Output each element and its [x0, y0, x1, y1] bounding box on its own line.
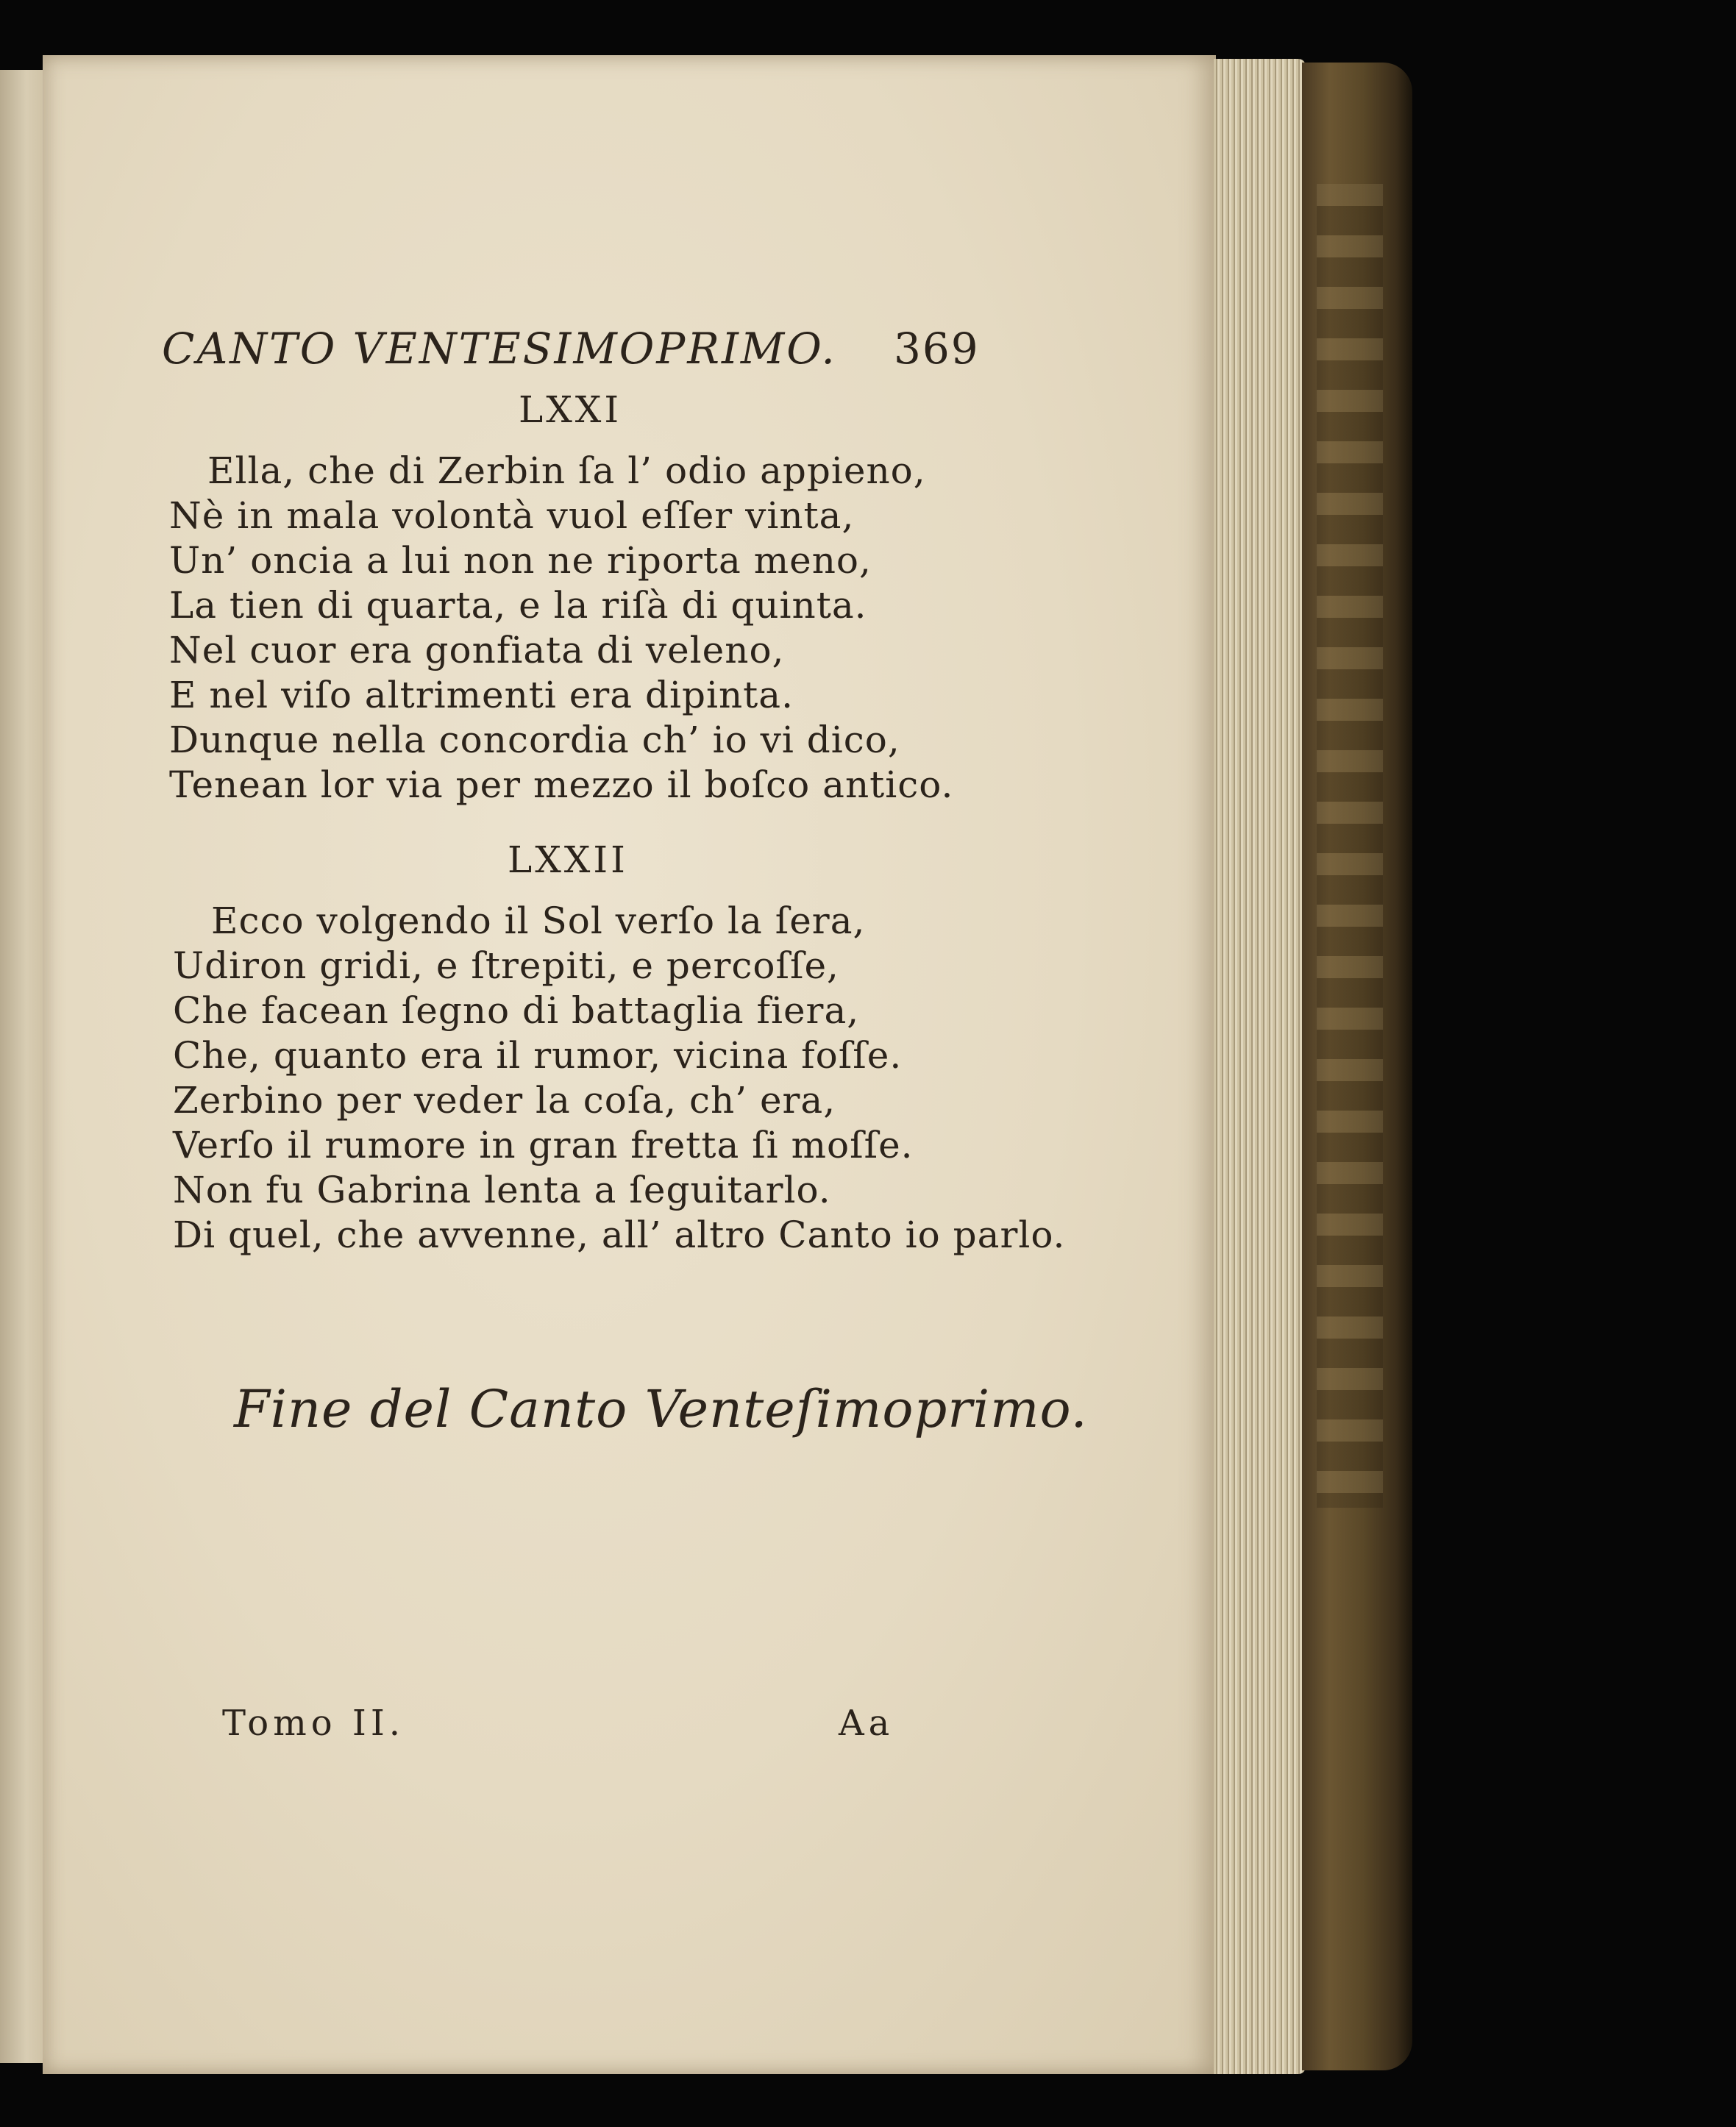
verse-line: Zerbino per veder la coſa, ch’ era, [173, 1079, 836, 1122]
gathering-mark: Aa [839, 1703, 894, 1744]
page-number: 369 [894, 324, 980, 374]
verse-line: Che, quanto era il rumor, vicina foſſe. [173, 1034, 903, 1077]
verse-line: Tenean lor via per mezzo il boſco antico. [169, 763, 954, 806]
verse-line: Nel cuor era gonfiata di veleno, [169, 629, 785, 671]
stanza-lxxi [169, 449, 953, 808]
canto-end-note: Fine del Canto Venteſimoprimo. [234, 1379, 1088, 1439]
verse-line: Che facean ſegno di battaglia fiera, [173, 989, 860, 1032]
verse-line: Ecco volgendo il Sol verſo la ſera, [211, 899, 866, 942]
stanza-number: LXXI [519, 388, 622, 431]
running-title: CANTO VENTESIMOPRIMO. [162, 324, 837, 374]
verse-line: Di quel, che avvenne, all’ altro Canto io parlo. [173, 1214, 1066, 1256]
stanza-number: LXXII [508, 838, 628, 881]
verse-line: Dunque nella concordia ch’ io vi dico, [169, 719, 900, 761]
verse-line: Ella, che di Zerbin ſa l’ odio appieno, [207, 449, 926, 492]
verse-line: Nè in mala volontà vuol eſſer vinta, [169, 494, 855, 537]
page-fore-edge [1214, 59, 1306, 2074]
verse-line: La tien di quarta, e la riſà di quinta. [169, 584, 867, 627]
volume-signature: Tomo II. [222, 1703, 405, 1744]
verse-line: Un’ oncia a lui non ne riporta meno, [169, 539, 872, 582]
cover-texture [1317, 184, 1383, 1508]
verse-line: E nel viſo altrimenti era dipinta. [169, 674, 794, 716]
previous-page-edge [0, 70, 46, 2063]
verse-line: Udiron gridi, e ſtrepiti, e percoſſe, [173, 944, 839, 987]
verse-line: Verſo il rumore in gran fretta ſi moſſe. [173, 1124, 914, 1166]
stanza-lxxii [173, 899, 1065, 1258]
verse-line: Non fu Gabrina lenta a ſeguitarlo. [173, 1169, 831, 1211]
